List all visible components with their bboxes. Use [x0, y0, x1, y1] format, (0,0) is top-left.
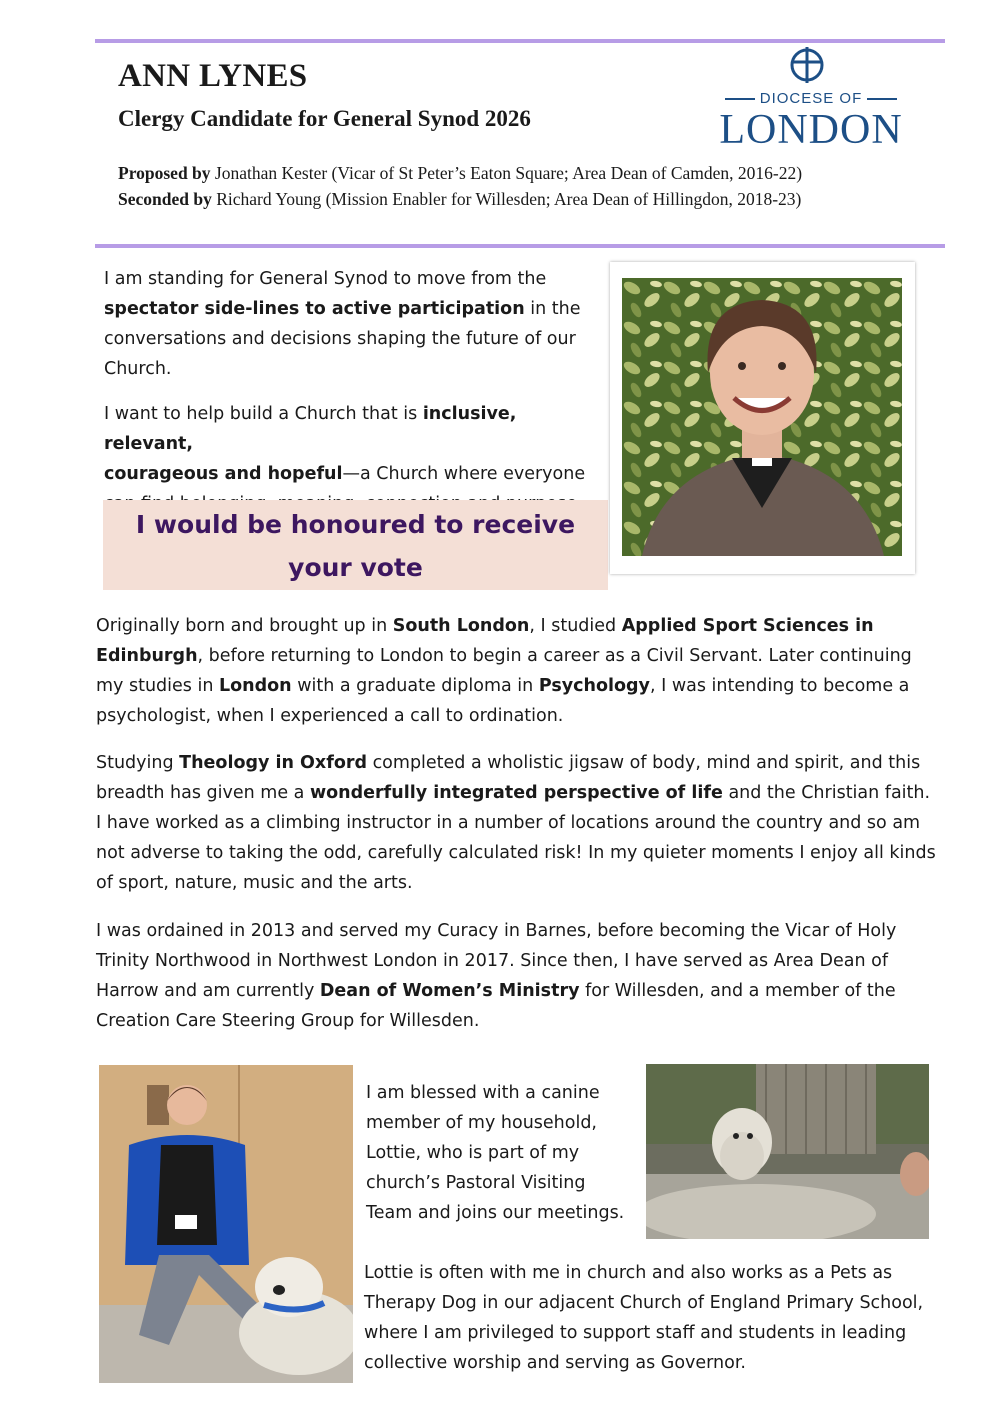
text-line: Lottie, who is part of my [366, 1143, 580, 1163]
text-line: my studies in London with a graduate diploma in Psychology, I was intending to become a [96, 676, 910, 696]
proposed-by-line [118, 163, 802, 184]
text-line: I have worked as a climbing instructor in a number of locations around the country and so am [96, 813, 921, 833]
text-line: of sport, nature, music and the arts. [96, 873, 413, 893]
vote-callout [103, 500, 608, 590]
text-line: Trinity Northwood in Northwest London in 2017. Since then, I have served as Area Dean of [96, 951, 888, 971]
bio-paragraph-2 [96, 748, 956, 898]
candidate-portrait-photo [622, 278, 902, 556]
bio-paragraph-1 [96, 611, 946, 731]
vote-line-1: I would be honoured to receive [135, 510, 576, 539]
logo-diocese-text [700, 90, 922, 107]
text-line: church’s Pastoral Visiting [366, 1173, 586, 1193]
bio-paragraph-3 [96, 916, 946, 1036]
text-line: Therapy Dog in our adjacent Church of England Primary School, [364, 1293, 924, 1313]
text-line: Edinburgh, before returning to London to begin a career as a Civil Servant. Later continuing [96, 646, 912, 666]
text-line: Originally born and brought up in South London, I studied Applied Sport Sciences in [96, 616, 874, 636]
text-line: breadth has given me a wonderfully integrated perspective of life and the Christian faith. [96, 783, 931, 803]
proposed-by-text: Jonathan Kester (Vicar of St Peter’s Eaton Square; Area Dean of Camden, 2016-22) [210, 163, 803, 183]
text-line: where I am privileged to support staff and students in leading [364, 1323, 907, 1343]
text-line: Church. [104, 359, 172, 379]
text-line: psychologist, when I experienced a call to ordination. [96, 706, 564, 726]
text-line: Team and joins our meetings. [366, 1203, 625, 1223]
text-line: courageous and hopeful—a Church where everyone [104, 464, 586, 484]
text-line: I am standing for General Synod to move from the [104, 269, 547, 289]
diocese-cross-icon [788, 46, 826, 84]
top-divider [95, 39, 945, 43]
text-line: Creation Care Steering Group for Willesden. [96, 1011, 480, 1031]
text-line: Studying Theology in Oxford completed a wholistic jigsaw of body, mind and spirit, and this [96, 753, 921, 773]
candidate-with-dog-photo [99, 1065, 353, 1383]
seconded-by-text: Richard Young (Mission Enabler for Willesden; Area Dean of Hillingdon, 2018-23) [211, 189, 802, 209]
text-line: member of my household, [366, 1113, 597, 1133]
text-line: not adverse to taking the odd, carefully calculated risk! In my quieter moments I enjoy all kinds [96, 843, 936, 863]
proposed-by-label: Proposed by [118, 163, 211, 183]
dog-caption [366, 1078, 641, 1228]
seconded-by-label: Seconded by [118, 189, 212, 209]
text-line: I want to help build a Church that is inclusive, relevant, [104, 404, 517, 454]
text-line: collective worship and serving as Governor. [364, 1353, 746, 1373]
text-line: Harrow and am currently Dean of Women’s Ministry for Willesden, and a member of the [96, 981, 896, 1001]
vote-line-2: your vote [288, 553, 423, 582]
logo-top-label: DIOCESE OF [759, 90, 863, 107]
text-line: Lottie is often with me in church and also works as a Pets as [364, 1263, 893, 1283]
text-line: spectator side-lines to active participation in the [104, 299, 581, 319]
section-divider [95, 244, 945, 248]
text-line: I was ordained in 2013 and served my Curacy in Barnes, before becoming the Vicar of Holy [96, 921, 897, 941]
text-line: I am blessed with a canine [366, 1083, 600, 1103]
diocese-logo [700, 46, 922, 156]
logo-london-text: LONDON [719, 107, 903, 153]
dog-paragraph [364, 1258, 964, 1378]
candidate-subtitle: Clergy Candidate for General Synod 2026 [118, 106, 531, 131]
candidate-name: ANN LYNES [118, 58, 308, 94]
text-line: conversations and decisions shaping the future of our [104, 329, 576, 349]
dog-on-patio-photo [646, 1064, 929, 1239]
seconded-by-line [118, 189, 801, 210]
intro-paragraph-1 [104, 264, 604, 384]
